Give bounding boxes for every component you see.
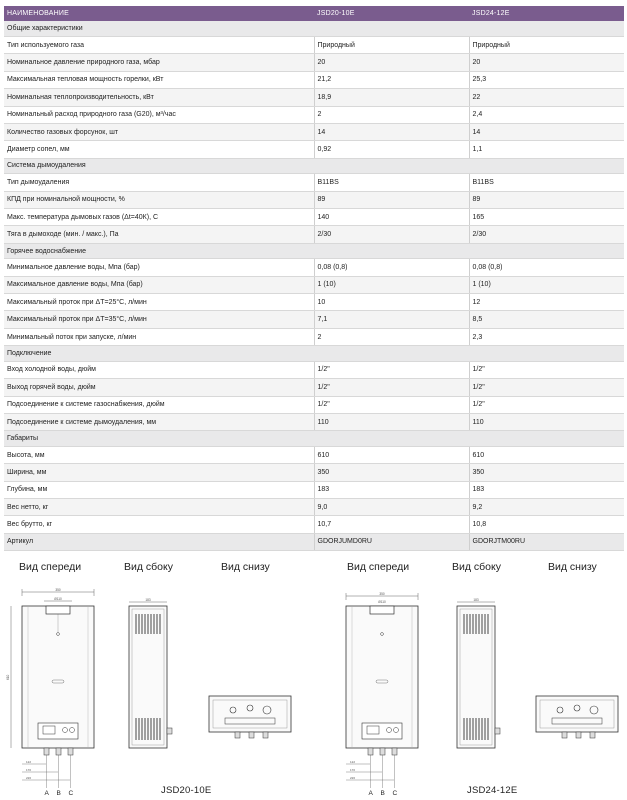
view-front-label-1: Вид спереди <box>19 561 82 573</box>
row-value-model-1: 1/2" <box>314 361 469 378</box>
bottom-view-drawing-2 <box>532 688 622 740</box>
table-header-row <box>4 6 624 21</box>
section-row <box>4 243 624 259</box>
connector-c-2: C <box>392 790 398 797</box>
section-spacer <box>314 21 469 37</box>
row-value-model-2: 165 <box>469 209 624 226</box>
row-value-model-1: 350 <box>314 464 469 481</box>
model-label-1: JSD20-10E <box>161 785 212 796</box>
row-value-model-1: 89 <box>314 191 469 208</box>
row-value-model-1: 18,9 <box>314 89 469 106</box>
section-spacer <box>469 243 624 259</box>
row-value-model-1: 183 <box>314 481 469 498</box>
row-value-model-1: 0,08 (0,8) <box>314 259 469 276</box>
spec-table-body <box>4 6 624 551</box>
row-label: Вес нетто, кг <box>4 498 314 515</box>
table-row <box>4 276 624 293</box>
section-title: Система дымоудаления <box>4 158 314 174</box>
connector-a-1: A <box>44 790 49 797</box>
row-label: Максимальная тепловая мощность горелки, кВт <box>4 71 314 88</box>
table-row <box>4 446 624 463</box>
row-label: Тип дымоудаления <box>4 174 314 191</box>
bottom-view-drawing-1 <box>205 688 295 740</box>
dim-a-1: 122 <box>26 760 32 764</box>
row-label: Диаметр сопел, мм <box>4 141 314 158</box>
row-value-model-1: 7,1 <box>314 311 469 328</box>
row-value-model-2: 610 <box>469 446 624 463</box>
row-value-model-2: 2,3 <box>469 328 624 345</box>
row-value-model-1: 1/2" <box>314 396 469 413</box>
row-value-model-2: 89 <box>469 191 624 208</box>
row-label: Артикул <box>4 533 314 550</box>
row-label: КПД при номинальной мощности, % <box>4 191 314 208</box>
table-row <box>4 533 624 550</box>
row-label: Глубина, мм <box>4 481 314 498</box>
row-value-model-1: 0,92 <box>314 141 469 158</box>
dim-width-2: 350 <box>379 592 385 596</box>
table-row <box>4 294 624 311</box>
header-model-2: JSD24-12E <box>469 6 624 21</box>
section-spacer <box>314 243 469 259</box>
table-row <box>4 54 624 71</box>
table-row <box>4 481 624 498</box>
row-value-model-2: 12 <box>469 294 624 311</box>
table-row <box>4 123 624 140</box>
row-value-model-2: 350 <box>469 464 624 481</box>
section-title: Горячее водоснабжение <box>4 243 314 259</box>
table-row <box>4 498 624 515</box>
dim-height-1: 610 <box>6 674 10 680</box>
side-view-drawing-1 <box>118 598 178 768</box>
section-title: Подключение <box>4 346 314 362</box>
row-label: Выход горячей воды, дюйм <box>4 379 314 396</box>
row-value-model-2: GDORJTM00RU <box>469 533 624 550</box>
dim-depth-2: 183 <box>473 598 479 602</box>
connector-b-1: B <box>56 790 61 797</box>
row-label: Высота, мм <box>4 446 314 463</box>
row-label: Вес брутто, кг <box>4 516 314 533</box>
row-value-model-2: 183 <box>469 481 624 498</box>
row-value-model-2: 2/30 <box>469 226 624 243</box>
section-title: Габариты <box>4 431 314 447</box>
row-value-model-2: 22 <box>469 89 624 106</box>
row-value-model-2: 2,4 <box>469 106 624 123</box>
connector-c-1: C <box>68 790 74 797</box>
section-spacer <box>314 158 469 174</box>
row-label: Минимальное давление воды, Мпа (бар) <box>4 259 314 276</box>
row-label: Тип используемого газа <box>4 37 314 54</box>
row-label: Подсоединение к системе газоснабжения, дюйм <box>4 396 314 413</box>
row-label: Тяга в дымоходе (мин. / макс.), Па <box>4 226 314 243</box>
row-value-model-1: 140 <box>314 209 469 226</box>
table-row <box>4 396 624 413</box>
row-value-model-1: 10,7 <box>314 516 469 533</box>
front-view-drawing-2 <box>332 592 432 798</box>
row-value-model-2: 8,5 <box>469 311 624 328</box>
side-view-drawing-2 <box>446 598 506 768</box>
row-label: Вход холодной воды, дюйм <box>4 361 314 378</box>
table-row <box>4 379 624 396</box>
row-label: Номинальное давление природного газа, мбар <box>4 54 314 71</box>
row-value-model-1: 20 <box>314 54 469 71</box>
row-value-model-1: 110 <box>314 413 469 430</box>
row-value-model-2: 1/2" <box>469 396 624 413</box>
row-value-model-1: 10 <box>314 294 469 311</box>
row-label: Номинальная теплопроизводительность, кВт <box>4 89 314 106</box>
row-value-model-1: GDORJUMD0RU <box>314 533 469 550</box>
row-value-model-2: 9,2 <box>469 498 624 515</box>
table-row <box>4 37 624 54</box>
dim-c-1: 226 <box>26 776 32 780</box>
row-label: Максимальный проток при ΔT=25°С, л/мин <box>4 294 314 311</box>
table-row <box>4 311 624 328</box>
row-value-model-2: B11BS <box>469 174 624 191</box>
row-value-model-1: 610 <box>314 446 469 463</box>
row-value-model-2: 0,08 (0,8) <box>469 259 624 276</box>
table-row <box>4 174 624 191</box>
table-row <box>4 259 624 276</box>
dim-width-1: 350 <box>55 588 61 592</box>
row-label: Номинальный расход природного газа (G20), м³/час <box>4 106 314 123</box>
row-label: Максимальный проток при ΔT=35°С, л/мин <box>4 311 314 328</box>
row-label: Максимальное давление воды, Мпа (бар) <box>4 276 314 293</box>
view-bottom-label-1: Вид снизу <box>221 561 270 573</box>
dim-flue-1: Ø110 <box>54 597 62 601</box>
table-row <box>4 361 624 378</box>
view-side-label-1: Вид сбоку <box>124 561 173 573</box>
row-value-model-2: 14 <box>469 123 624 140</box>
section-spacer <box>469 346 624 362</box>
header-model-1: JSD20-10E <box>314 6 469 21</box>
section-row <box>4 431 624 447</box>
view-side-label-2: Вид сбоку <box>452 561 501 573</box>
row-value-model-1: 2/30 <box>314 226 469 243</box>
row-value-model-1: 2 <box>314 328 469 345</box>
row-value-model-1: B11BS <box>314 174 469 191</box>
row-value-model-2: 1/2" <box>469 379 624 396</box>
row-label: Подсоединение к системе дымоудаления, мм <box>4 413 314 430</box>
table-row <box>4 89 624 106</box>
row-value-model-2: 10,8 <box>469 516 624 533</box>
section-row <box>4 346 624 362</box>
dim-b-2: 170 <box>350 768 356 772</box>
row-value-model-1: Природный <box>314 37 469 54</box>
header-name: НАИМЕНОВАНИЕ <box>4 6 314 21</box>
row-label: Макс. температура дымовых газов (Δt=40К), С <box>4 209 314 226</box>
row-label: Минимальный поток при запуске, л/мин <box>4 328 314 345</box>
dim-depth-1: 183 <box>145 598 151 602</box>
table-row <box>4 141 624 158</box>
front-view-drawing-1 <box>8 588 108 798</box>
row-value-model-2: 1/2" <box>469 361 624 378</box>
dim-c-2: 226 <box>350 776 356 780</box>
row-value-model-1: 9,0 <box>314 498 469 515</box>
model-label-2: JSD24-12E <box>467 785 518 796</box>
row-value-model-1: 1 (10) <box>314 276 469 293</box>
view-bottom-label-2: Вид снизу <box>548 561 597 573</box>
section-spacer <box>469 158 624 174</box>
dim-b-1: 170 <box>26 768 32 772</box>
row-value-model-2: 25,3 <box>469 71 624 88</box>
table-row <box>4 464 624 481</box>
view-front-label-2: Вид спереди <box>347 561 410 573</box>
section-spacer <box>469 21 624 37</box>
section-title: Общие характеристики <box>4 21 314 37</box>
connector-b-2: B <box>380 790 385 797</box>
table-row <box>4 209 624 226</box>
section-row <box>4 158 624 174</box>
row-value-model-2: Природный <box>469 37 624 54</box>
table-row <box>4 191 624 208</box>
row-value-model-1: 2 <box>314 106 469 123</box>
table-row <box>4 516 624 533</box>
row-value-model-2: 20 <box>469 54 624 71</box>
row-label: Ширина, мм <box>4 464 314 481</box>
spec-table <box>4 6 624 551</box>
table-row <box>4 413 624 430</box>
row-value-model-2: 110 <box>469 413 624 430</box>
section-spacer <box>469 431 624 447</box>
section-spacer <box>314 431 469 447</box>
table-row <box>4 226 624 243</box>
row-value-model-2: 1,1 <box>469 141 624 158</box>
row-value-model-1: 21,2 <box>314 71 469 88</box>
connector-a-2: A <box>368 790 373 797</box>
row-value-model-1: 14 <box>314 123 469 140</box>
table-row <box>4 71 624 88</box>
section-row <box>4 21 624 37</box>
table-row <box>4 328 624 345</box>
row-label: Количество газовых форсунок, шт <box>4 123 314 140</box>
dim-a-2: 122 <box>350 760 356 764</box>
table-row <box>4 106 624 123</box>
section-spacer <box>314 346 469 362</box>
row-value-model-1: 1/2" <box>314 379 469 396</box>
dim-flue-2: Ø110 <box>378 600 386 604</box>
row-value-model-2: 1 (10) <box>469 276 624 293</box>
